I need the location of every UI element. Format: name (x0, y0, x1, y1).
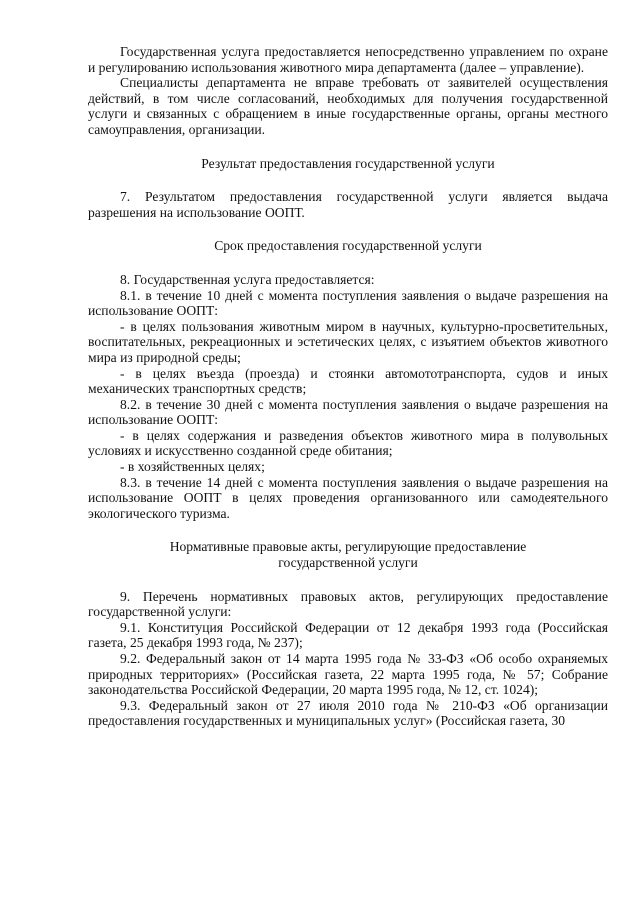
paragraph-7: 7. Результатом предоставления государственной услуги является выдача разрешения на использование ООПТ. (88, 189, 608, 220)
list-item-8-1-b: - в целях въезда (проезда) и стоянки автомототранспорта, судов и иных механических транспортных средств; (88, 365, 608, 397)
document-page (88, 44, 608, 729)
heading-result: Результат предоставления государственной услуги (201, 155, 495, 171)
paragraph-8: 8. Государственная услуга предоставляется: (120, 271, 375, 287)
paragraph-8-3: 8.3. в течение 14 дней с момента поступления заявления о выдаче разрешения на использование ООПТ в целях проведения организованного или самодеятельного экологического туризма. (88, 474, 608, 521)
paragraph-9: 9. Перечень нормативных правовых актов, регулирующих предоставление государственной услуги: (88, 588, 608, 620)
paragraph-service-provided: Государственная услуга предоставляется непосредственно управлением по охране и регулированию использования животного мира департамента (далее – управление). (88, 44, 608, 75)
list-item-8-2-a: - в целях содержания и разведения объектов животного мира в полувольных условиях и искусственно созданной среде обитания; (88, 427, 608, 459)
heading-acts-line-1: Нормативные правовые акты, регулирующие предоставление (169, 539, 527, 555)
paragraph-8-1: 8.1. в течение 10 дней с момента поступления заявления о выдаче разрешения на использование ООПТ: (88, 287, 608, 319)
heading-term: Срок предоставления государственной услуги (214, 238, 482, 254)
paragraph-9-1: 9.1. Конституция Российской Федерации от 12 декабря 1993 года (Российская газета, 25 декабря 1993 года, № 237); (88, 619, 608, 651)
heading-acts-line-2: государственной услуги (278, 555, 418, 571)
paragraph-specialists: Специалисты департамента не вправе требовать от заявителей осуществления действий, в том числе согласований, необходимых для получения государственной услуги и связанных с обращением в иные государственные органы, органы местного самоуправления, организации. (88, 75, 608, 137)
list-item-8-1-a: - в целях пользования животным миром в научных, культурно-просветительных, воспитательных, рекреационных и эстетических целях, с изъятием объектов животного мира из природной среды; (88, 318, 608, 365)
paragraph-9-2: 9.2. Федеральный закон от 14 марта 1995 года № 33-ФЗ «Об особо охраняемых природных территориях» (Российская газета, 22 марта 1995 года, № 57; Собрание законодательства Российской Федерации, 20 марта 1995 года, № 12, ст. 1024); (88, 651, 608, 698)
list-item-8-2-b: - в хозяйственных целях; (120, 459, 265, 475)
paragraph-9-3: 9.3. Федеральный закон от 27 июля 2010 года № 210-ФЗ «Об организации предоставления государственных и муниципальных услуг» (Российская газета, 30 (88, 697, 608, 729)
paragraph-8-2: 8.2. в течение 30 дней с момента поступления заявления о выдаче разрешения на использование ООПТ: (88, 396, 608, 428)
